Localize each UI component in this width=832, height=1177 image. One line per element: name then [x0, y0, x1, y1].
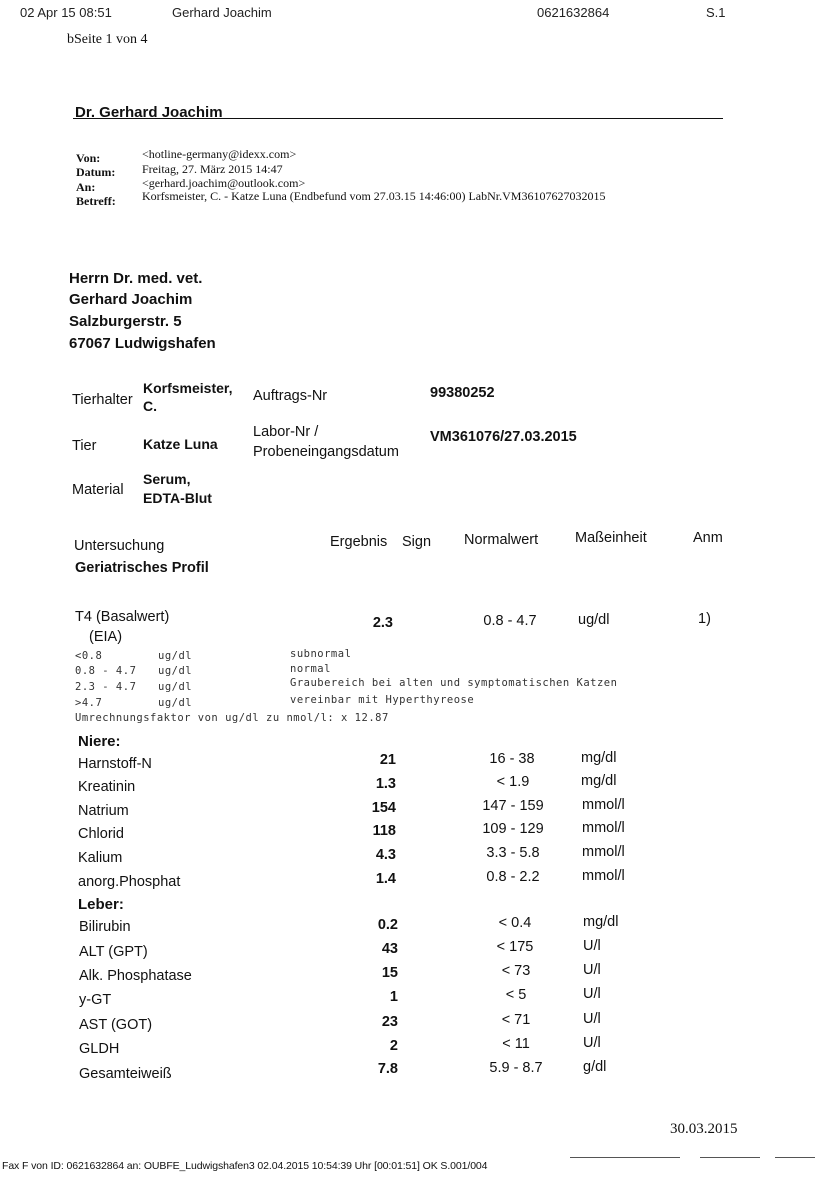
- footer-rule: [775, 1157, 815, 1158]
- profile-title: Geriatrisches Profil: [75, 560, 209, 576]
- test-unit: mmol/l: [582, 820, 625, 836]
- address-line: Gerhard Joachim: [69, 291, 193, 308]
- col-test: Untersuchung: [74, 538, 165, 554]
- test-name: y-GT: [79, 992, 112, 1008]
- order-number-label: Auftrags-Nr: [253, 388, 328, 404]
- email-to: <gerhard.joachim@outlook.com>: [142, 176, 306, 190]
- test-name: GLDH: [79, 1041, 120, 1057]
- test-unit: U/l: [583, 1011, 601, 1027]
- material-label: Material: [72, 482, 124, 498]
- t4-ref-unit: ug/dl: [158, 665, 193, 677]
- t4-method: (EIA): [89, 629, 123, 645]
- section-title: Leber:: [78, 896, 124, 913]
- test-normal: 5.9 - 8.7: [489, 1060, 543, 1076]
- test-unit: U/l: [583, 1035, 601, 1051]
- t4-ref-unit: ug/dl: [158, 697, 193, 709]
- test-name: AST (GOT): [79, 1017, 153, 1033]
- t4-ref-range: 0.8 - 4.7: [75, 665, 137, 677]
- t4-ref-text: vereinbar mit Hyperthyreose: [290, 694, 475, 706]
- email-date: Freitag, 27. März 2015 14:47: [142, 162, 283, 176]
- test-result: 23: [381, 1014, 398, 1030]
- t4-unit: ug/dl: [578, 612, 610, 628]
- test-name: Harnstoff-N: [78, 756, 152, 772]
- test-result: 1.4: [375, 871, 396, 887]
- test-result: 4.3: [375, 847, 396, 863]
- test-unit: mg/dl: [581, 773, 617, 789]
- test-result: 15: [381, 965, 398, 981]
- animal-value: Katze Luna: [143, 436, 218, 452]
- test-normal: < 71: [501, 1012, 531, 1028]
- material-line1: Serum,: [143, 471, 191, 487]
- test-result: 1: [389, 989, 398, 1005]
- test-unit: mmol/l: [582, 844, 625, 860]
- fax-sender: Gerhard Joachim: [172, 5, 272, 20]
- test-normal: < 73: [501, 963, 531, 979]
- lab-label-line2: Probeneingangsdatum: [253, 444, 399, 460]
- test-name: Alk. Phosphatase: [79, 968, 192, 984]
- test-name: Bilirubin: [79, 919, 131, 935]
- animal-label: Tier: [72, 438, 97, 454]
- test-name: Chlorid: [78, 826, 124, 842]
- test-name: Natrium: [78, 803, 129, 819]
- address-line: Salzburgerstr. 5: [69, 313, 182, 330]
- t4-normal: 0.8 - 4.7: [483, 613, 537, 629]
- fax-number: 0621632864: [537, 5, 610, 20]
- test-result: 0.2: [377, 917, 398, 933]
- t4-conversion: Umrechnungsfaktor von ug/dl zu nmol/l: x 12.87: [75, 712, 389, 724]
- letterhead-rule: [73, 118, 723, 119]
- t4-ref-range: <0.8: [75, 650, 103, 662]
- test-name: ALT (GPT): [79, 944, 148, 960]
- lab-label-line1: Labor-Nr /: [253, 424, 319, 440]
- test-name: Kreatinin: [78, 779, 136, 795]
- t4-ref-unit: ug/dl: [158, 650, 193, 662]
- test-name: anorg.Phosphat: [78, 874, 181, 890]
- col-sign: Sign: [402, 534, 432, 550]
- test-result: 118: [372, 823, 396, 839]
- t4-ref-text: normal: [290, 663, 331, 675]
- test-name: Gesamteiweiß: [79, 1066, 172, 1082]
- letterhead-name: Dr. Gerhard Joachim: [75, 104, 223, 121]
- test-unit: g/dl: [583, 1059, 607, 1075]
- test-unit: U/l: [583, 986, 601, 1002]
- t4-result: 2.3: [372, 615, 393, 631]
- test-normal: 0.8 - 2.2: [486, 869, 540, 885]
- test-normal: 16 - 38: [489, 751, 535, 767]
- footer-rule: [570, 1157, 680, 1158]
- section-title: Niere:: [78, 733, 121, 750]
- test-unit: mmol/l: [582, 797, 625, 813]
- t4-name: T4 (Basalwert): [75, 609, 170, 625]
- t4-ref-text: subnormal: [290, 648, 352, 660]
- col-note: Anm: [693, 530, 723, 546]
- test-normal: 109 - 129: [482, 821, 544, 837]
- col-normal: Normalwert: [464, 532, 539, 548]
- t4-note: 1): [698, 611, 711, 627]
- email-subject-label: Betreff:: [76, 194, 116, 208]
- email-subject: Korfsmeister, C. - Katze Luna (Endbefund vom 27.03.15 14:46:00) LabNr.VM36107627032015: [142, 189, 606, 203]
- test-normal: < 11: [502, 1036, 530, 1052]
- col-result: Ergebnis: [330, 534, 388, 550]
- order-number: 99380252: [430, 385, 495, 401]
- col-unit: Maßeinheit: [575, 530, 647, 546]
- test-unit: U/l: [583, 962, 601, 978]
- test-normal: < 0.4: [498, 915, 532, 931]
- address-line: 67067 Ludwigshafen: [69, 335, 216, 352]
- test-normal: < 5: [505, 987, 527, 1003]
- fax-footer: Fax F von ID: 0621632864 an: OUBFE_Ludwigshafen3 02.04.2015 10:54:39 Uhr [00:01:51] OK S.001/004: [2, 1160, 488, 1172]
- owner-line1: Korfsmeister,: [143, 380, 233, 396]
- test-normal: 3.3 - 5.8: [486, 845, 540, 861]
- email-date-label: Datum:: [76, 165, 116, 179]
- test-result: 1.3: [375, 776, 396, 792]
- print-date: 30.03.2015: [670, 1121, 738, 1137]
- test-unit: mmol/l: [582, 868, 625, 884]
- fax-page: S.1: [706, 5, 726, 20]
- test-result: 43: [381, 941, 398, 957]
- test-unit: mg/dl: [581, 750, 617, 766]
- test-normal: 147 - 159: [482, 798, 544, 814]
- test-name: Kalium: [78, 850, 123, 866]
- t4-ref-text: Graubereich bei alten und symptomatischen Katzen: [290, 677, 618, 689]
- test-unit: mg/dl: [583, 914, 619, 930]
- test-normal: < 1.9: [496, 774, 530, 790]
- test-result: 21: [379, 752, 396, 768]
- owner-line2: C.: [143, 398, 157, 414]
- t4-ref-range: 2.3 - 4.7: [75, 681, 137, 693]
- print-page-number: bSeite 1 von 4: [67, 32, 148, 47]
- address-line: Herrn Dr. med. vet.: [69, 270, 203, 287]
- email-from-label: Von:: [76, 151, 101, 165]
- footer-rule: [700, 1157, 760, 1158]
- test-normal: < 175: [496, 939, 534, 955]
- email-from: <hotline-germany@idexx.com>: [142, 147, 297, 161]
- email-to-label: An:: [76, 180, 96, 194]
- material-line2: EDTA-Blut: [143, 490, 212, 506]
- test-result: 154: [371, 800, 396, 816]
- t4-ref-unit: ug/dl: [158, 681, 193, 693]
- test-result: 7.8: [377, 1061, 398, 1077]
- test-unit: U/l: [583, 938, 601, 954]
- t4-ref-range: >4.7: [75, 697, 103, 709]
- owner-label: Tierhalter: [72, 392, 133, 408]
- test-result: 2: [389, 1038, 398, 1054]
- fax-datetime: 02 Apr 15 08:51: [20, 5, 112, 20]
- lab-number: VM361076/27.03.2015: [430, 429, 577, 445]
